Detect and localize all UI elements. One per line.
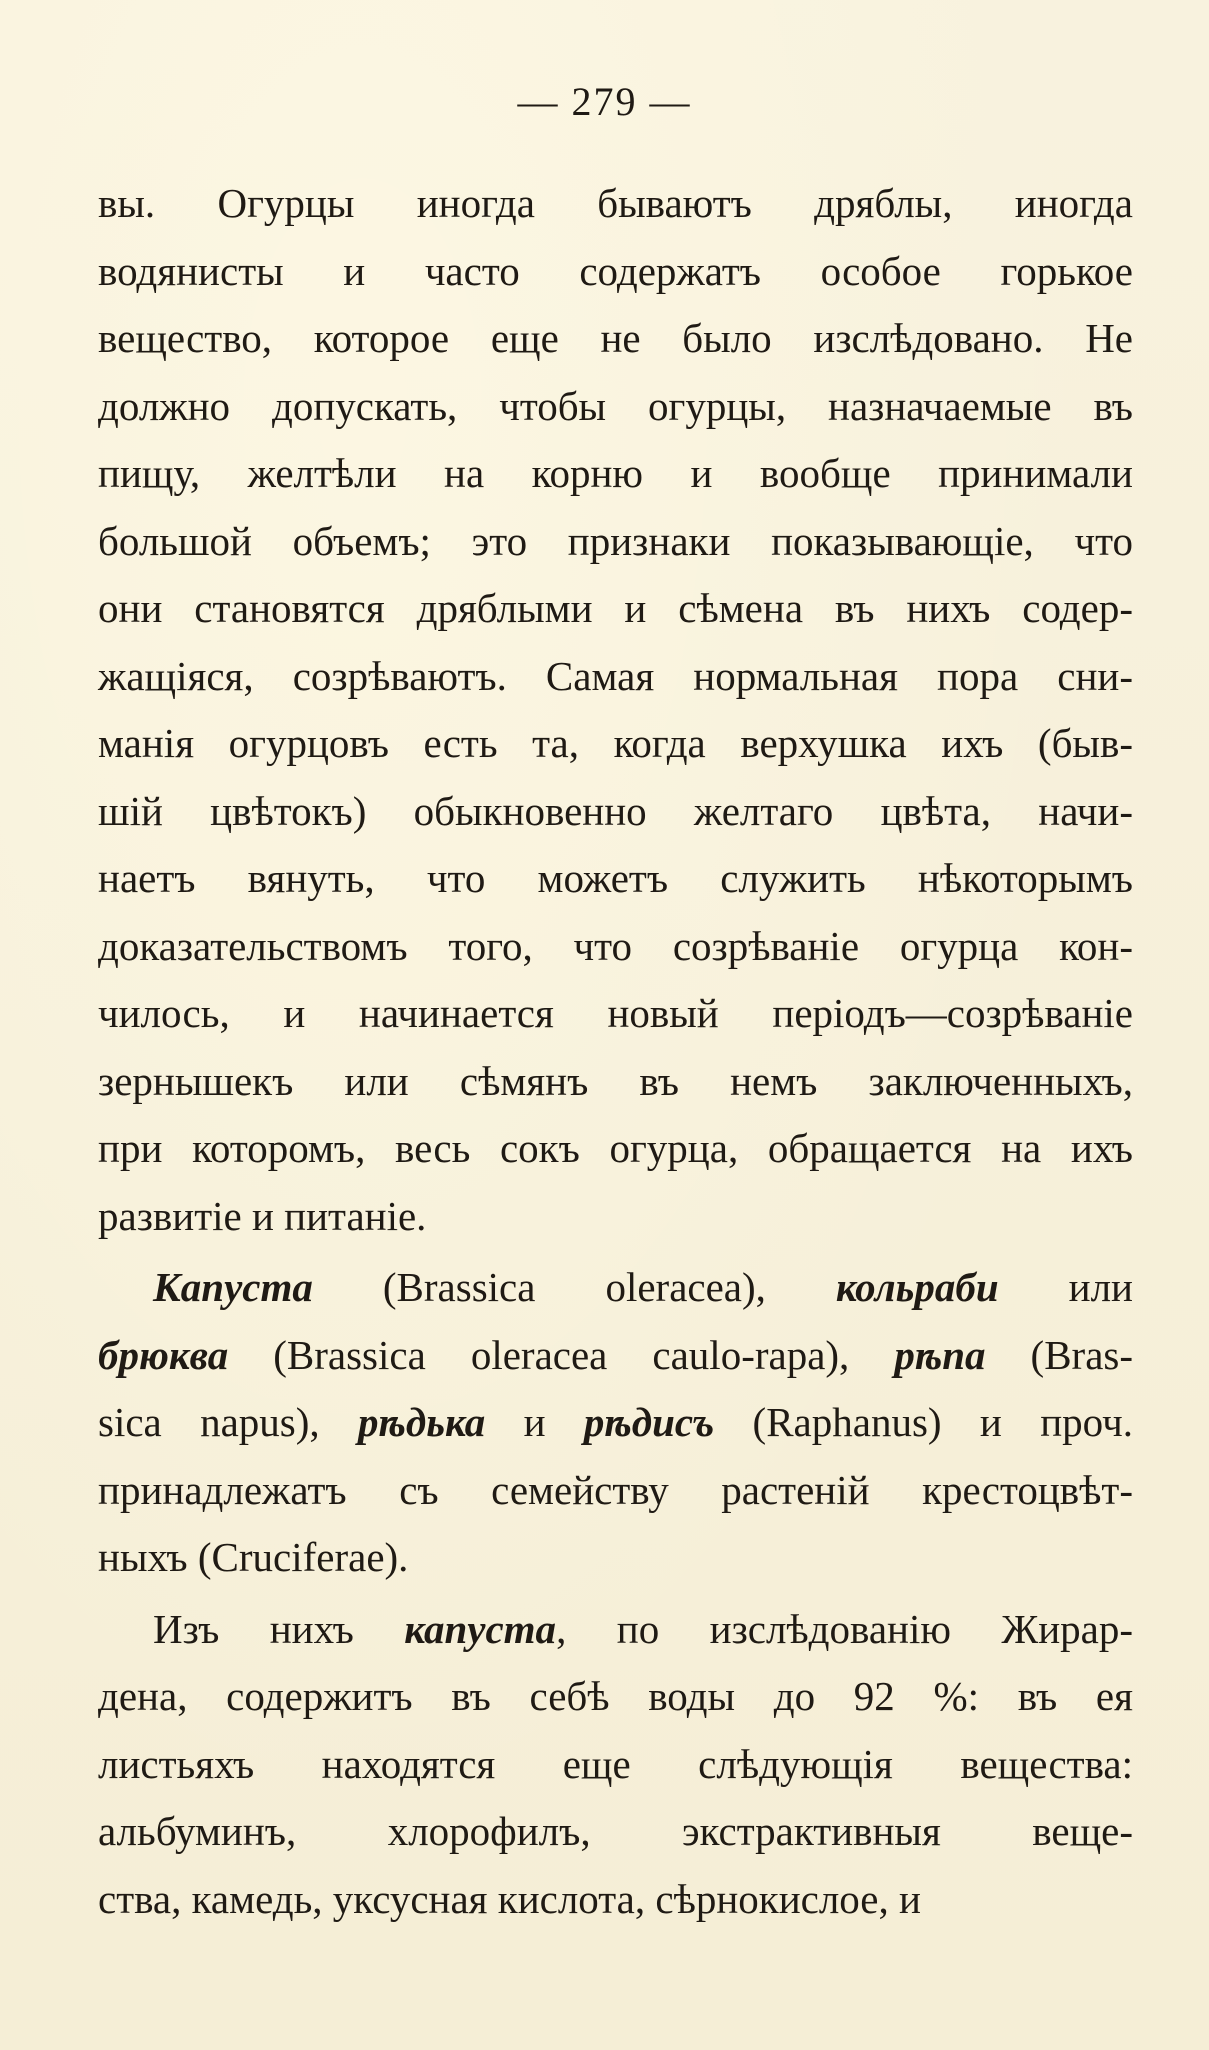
text-run: листьяхъ находятся еще слѣдующія вещества: [98,1740,1133,1787]
text-line [98,1457,1133,1525]
text-line [98,508,1133,576]
italic-term: рѣдисъ [583,1399,715,1445]
italic-term: Капуста [153,1264,313,1310]
text-run: принадлежатъ съ семейству растеній крестоцвѣт- [98,1466,1133,1513]
text-run: пищу, желтѣли на корню и вообще принимали [98,450,1133,496]
text-run: водянисты и часто содержатъ особое горькое [98,247,1133,294]
text-run: вы. Огурцы иногда бываютъ дряблы, иногда [98,180,1133,226]
text-run: зернышекъ или сѣмянъ въ немъ заключенныхъ, [98,1057,1133,1104]
text-line [98,305,1133,373]
text-line [98,643,1133,711]
text-run: развитіе и питаніе. [98,1192,427,1239]
italic-term: брюква [98,1331,229,1378]
text-run: (Raphanus) и проч. [714,1399,1133,1445]
text-run: они становятся дряблыми и сѣмена въ нихъ содер- [98,585,1133,631]
text-run: чилось, и начинается новый періодъ—созрѣваніе [98,990,1133,1036]
text-run: Изъ нихъ [153,1605,405,1652]
text-run: большой объемъ; это признаки показывающіе, что [98,517,1133,564]
text-line [98,1115,1133,1183]
text-line [98,1389,1133,1457]
text-line [98,913,1133,981]
text-run: (Brassica oleracea), [312,1264,836,1310]
text-run: (Brassica oleracea caulo-rapa), [228,1331,895,1378]
text-run: дена, содержитъ въ себѣ воды до 92 %: въ ея [98,1673,1133,1719]
text-run: при которомъ, весь сокъ огурца, обращается на ихъ [98,1125,1133,1171]
text-run: (Bras- [985,1331,1133,1378]
text-line [98,1731,1133,1799]
text-run: жащіяся, созрѣваютъ. Самая нормальная пора сни- [98,652,1133,699]
text-run: sica napus), [98,1399,359,1445]
text-run: и [485,1399,584,1445]
text-line [98,1596,1133,1664]
italic-term: рѣдька [358,1399,486,1445]
italic-term: рѣпа [894,1331,986,1378]
text-line [98,1866,1133,1934]
text-line [98,1798,1133,1866]
text-run: доказательствомъ того, что созрѣваніе огурца кон- [98,922,1133,969]
text-run: шій цвѣтокъ) обыкновенно желтаго цвѣта, начи- [98,787,1133,834]
text-run: альбуминъ, хлорофилъ, экстрактивныя веще- [98,1808,1133,1854]
text-line [98,710,1133,778]
italic-term: капуста [404,1605,557,1652]
text-line [98,575,1133,643]
text-run: вещество, которое еще не было изслѣдовано. Не [98,315,1133,361]
text-line [98,1254,1133,1322]
text-line [98,845,1133,913]
text-line [98,440,1133,508]
text-line [98,1524,1133,1592]
text-line [98,1183,1133,1251]
italic-term: кольраби [835,1264,999,1310]
page-number: — 279 — [517,79,692,124]
text-line [98,373,1133,441]
text-line [98,238,1133,306]
text-run: или [998,1264,1133,1310]
text-line [98,1663,1133,1731]
text-run: , по изслѣдованію Жирар- [556,1605,1133,1652]
body-text [98,170,1133,1933]
text-line [98,1322,1133,1390]
text-run: должно допускать, чтобы огурцы, назначаемые въ [98,382,1133,429]
text-line [98,1048,1133,1116]
text-run: ныхъ (Cruciferae). [98,1534,409,1580]
text-line [98,980,1133,1048]
text-run: манія огурцовъ есть та, когда верхушка ихъ (быв- [98,720,1133,766]
text-run: ства, камедь, уксусная кислота, сѣрнокислое, и [98,1875,921,1922]
text-line [98,778,1133,846]
text-run: наетъ вянуть, что можетъ служить нѣкоторымъ [98,855,1133,901]
text-line [98,170,1133,238]
